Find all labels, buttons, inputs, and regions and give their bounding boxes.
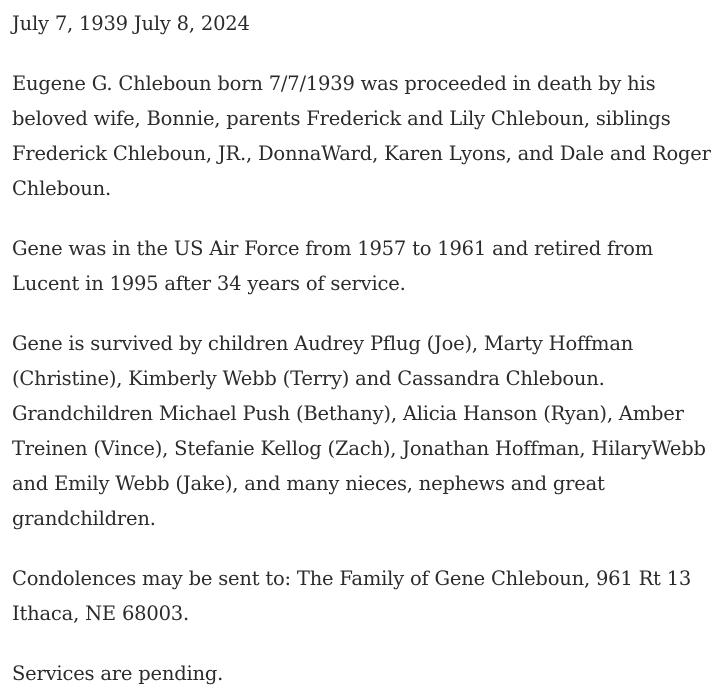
obituary-dates: July 7, 1939 July 8, 2024 <box>12 12 250 35</box>
obituary-paragraph-services: Services are pending. <box>12 662 224 685</box>
obituary-text <box>12 6 720 691</box>
obituary-paragraph-survivors: Gene is survived by children Audrey Pflug (Joe), Marty Hoffman (Christine), Kimberly Webb (Terry) and Cassandra Chleboun. Grandchildren Michael Push (Bethany), Alicia Hanson (Ryan), Amber Treinen (Vince), Stefanie Kellog (Zach), Jonathan Hoffman, HilaryWebb and Emily Webb (Jake), and many nieces, nephews and great grandchildren. <box>12 332 706 530</box>
obituary-paragraph-service: Gene was in the US Air Force from 1957 to 1961 and retired from Lucent in 1995 after 34 years of service. <box>12 237 653 295</box>
obituary-paragraph-predeceased: Eugene G. Chleboun born 7/7/1939 was proceeded in death by his beloved wife, Bonnie, parents Frederick and Lily Chleboun, siblings Frederick Chleboun, JR., DonnaWard, Karen Lyons, and Dale and Roger Chleboun. <box>12 72 711 200</box>
obituary-paragraph-condolences: Condolences may be sent to: The Family of Gene Chleboun, 961 Rt 13 Ithaca, NE 68003. <box>12 567 692 625</box>
